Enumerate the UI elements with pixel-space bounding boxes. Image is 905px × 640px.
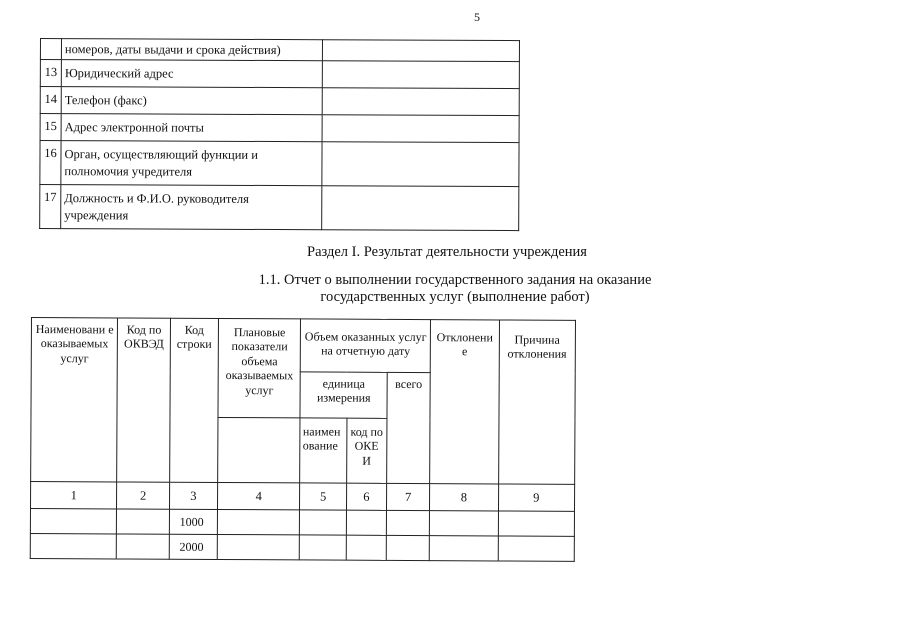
row-code-cell: 1000 [169,509,217,534]
data-cell [117,534,169,559]
column-number: 9 [498,484,575,511]
data-cell [30,509,117,534]
organization-info-table [39,38,520,231]
data-cell [429,536,498,561]
column-number: 7 [386,483,429,510]
row-label: Юридический адрес [61,60,322,88]
data-cell [30,533,117,558]
column-number: 3 [169,482,217,509]
column-number: 1 [30,482,117,509]
column-number: 8 [430,484,499,511]
data-cell [346,510,386,535]
table-row [30,509,574,537]
header-okved-code: Код по ОКВЭД [117,318,170,482]
data-cell [117,509,169,534]
header-total: всего [387,372,431,483]
column-number: 5 [300,483,346,510]
row-label: Должность и Ф.И.О. руководителя учреждения [61,185,322,230]
row-label: номеров, даты выдачи и срока действия) [61,39,322,61]
row-label: Адрес электронной почты [61,114,322,142]
header-deviation-reason: Причина отклонения [498,320,575,484]
row-value [322,88,519,116]
state-task-report-table [30,317,576,562]
row-value [322,115,519,143]
column-number: 6 [346,483,386,510]
data-cell [386,510,429,535]
row-value [322,61,519,89]
page-number: 5 [474,10,480,24]
table-row [40,185,519,231]
row-value [322,40,519,62]
column-number: 4 [218,482,301,509]
row-number: 17 [40,185,61,229]
data-cell [498,536,575,561]
data-cell [300,510,346,535]
row-value [322,142,519,187]
table-row [40,60,519,89]
data-cell [430,511,499,536]
header-row [31,318,575,374]
row-number: 14 [40,87,61,114]
column-number: 2 [117,482,169,509]
header-empty-cell [218,417,301,482]
header-unit-name: наимен ование [300,418,347,483]
row-code-cell: 2000 [169,534,217,559]
data-cell [217,509,300,534]
data-cell [217,534,300,559]
header-volume-group: Объем оказанных услуг на отчетную дату [301,319,431,373]
table-row [40,114,519,143]
data-cell [300,535,346,560]
header-unit-group: единица измерения [300,372,387,418]
row-number: 16 [40,141,61,185]
section-title: Раздел I. Результат деятельности учреждения [307,244,587,260]
subsection-title: 1.1. Отчет о выполнении государственного задания на оказание государственных услуг (выполнение работ) [258,272,652,305]
table-row [40,141,519,187]
header-row-code: Код строки [169,318,218,482]
data-cell [498,511,575,536]
header-services-name: Наименовани е оказываемых услуг [31,318,118,482]
row-number: 13 [40,60,61,87]
row-label: Орган, осуществляющий функции и полномочия учредителя [61,141,322,186]
header-planned-indicators: Плановые показатели объема оказываемых услуг [218,318,301,417]
data-cell [386,535,429,560]
data-cell [346,535,386,560]
column-number-row [30,482,574,512]
row-value [322,186,519,231]
table-row [40,39,519,62]
header-unit-code: код по ОКЕ И [346,418,387,483]
table-row [40,87,519,116]
row-number [40,39,61,60]
row-label: Телефон (факс) [61,87,322,115]
table-row [30,533,574,561]
row-number: 15 [40,114,61,141]
header-deviation: Отклонени е [430,320,499,484]
